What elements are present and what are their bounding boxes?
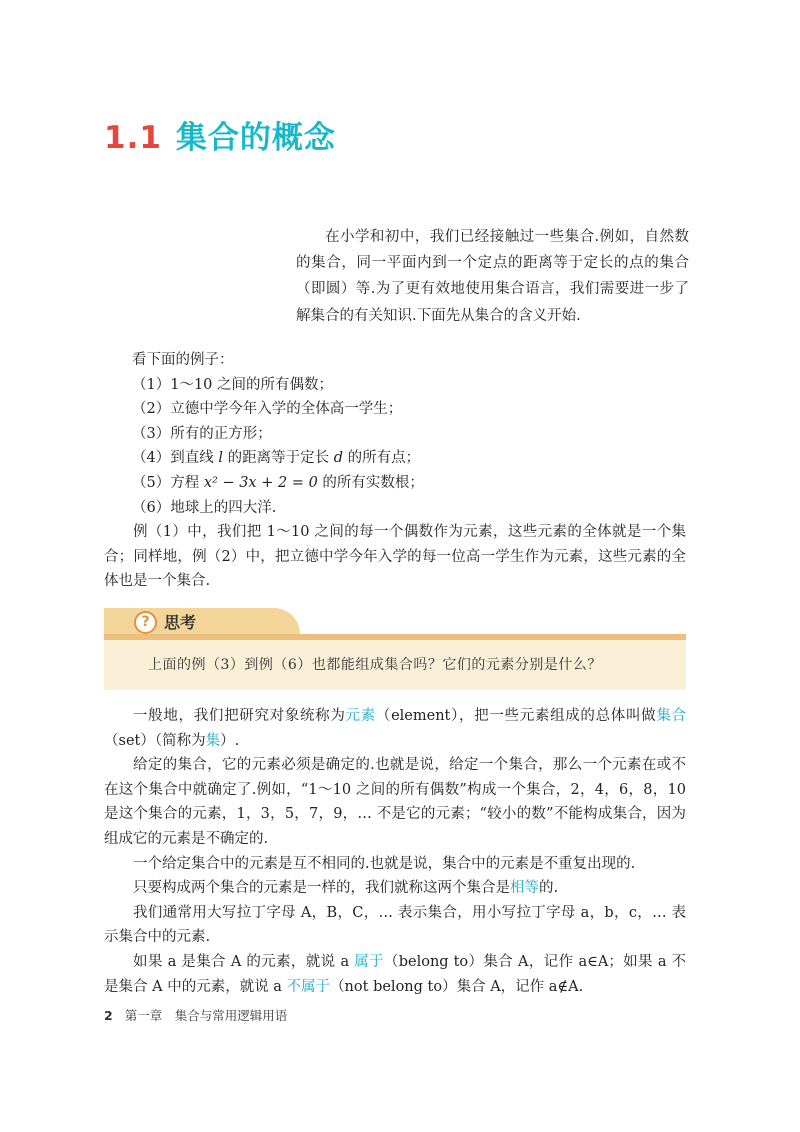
example-4 bbox=[104, 446, 686, 471]
example-5 bbox=[104, 471, 686, 496]
term-not-belong: 不属于 bbox=[286, 978, 331, 995]
term-set: 集合 bbox=[656, 708, 687, 724]
think-question: 上面的例（3）到例（6）也都能组成集合吗？它们的元素分别是什么？ bbox=[148, 657, 602, 673]
text-run: （belong to）集合 A，记作 a∈A；如果 a 不是集合 A 中的元素，就说 a bbox=[104, 953, 687, 995]
think-label: 思考 bbox=[164, 613, 197, 632]
distinctness-paragraph: 一个给定集合中的元素是互不相同的.也就是说，集合中的元素是不重复出现的. bbox=[133, 855, 636, 872]
text-run: 一般地，我们把研究对象统称为 bbox=[133, 708, 346, 724]
math-var-d: d bbox=[333, 450, 343, 467]
examples-section bbox=[104, 348, 686, 594]
text-run: ）. bbox=[220, 732, 240, 749]
membership-paragraph bbox=[104, 950, 686, 999]
term-ji: 集 bbox=[205, 732, 221, 749]
determinacy-paragraph: 给定的集合，它的元素必须是确定的.也就是说，给定一个集合，那么一个元素在或不在这个集合中就确定了.例如，“1～10 之间的所有偶数”构成一个集合，2，4，6，8，10 是这个集合的元素，1，3，5，7，9，… 不是它的元素；“较小的数”不能构成集合，因为组成它的元素是不确定的. bbox=[104, 757, 686, 847]
term-equal: 相等 bbox=[510, 880, 539, 897]
page-number: 2 bbox=[104, 1008, 113, 1023]
page-footer bbox=[104, 1006, 287, 1024]
math-var-l: l bbox=[218, 450, 223, 467]
section-title bbox=[104, 112, 336, 157]
example-5-part: （5）方程 bbox=[132, 474, 204, 491]
term-belong: 属于 bbox=[354, 953, 384, 970]
text-run: （set）（简称为 bbox=[104, 732, 206, 749]
text-run: 只要构成两个集合的元素是一样的，我们就称这两个集合是 bbox=[133, 880, 510, 897]
text-run: （not belong to）集合 A，记作 a∉A. bbox=[330, 978, 584, 995]
example-6: （6）地球上的四大洋. bbox=[132, 499, 277, 516]
intro-paragraph bbox=[296, 224, 689, 329]
text-run: 的. bbox=[539, 880, 559, 897]
think-box bbox=[104, 608, 686, 684]
notation-paragraph: 我们通常用大写拉丁字母 A，B，C，… 表示集合，用小写拉丁字母 a，b，c，… 表示集合中的元素. bbox=[104, 904, 686, 946]
question-mark-icon: ? bbox=[134, 611, 157, 634]
example-4-part: 的距离等于定长 bbox=[222, 450, 334, 467]
example-4-part: 的所有点； bbox=[343, 450, 421, 467]
example-4-part: （4）到直线 bbox=[132, 450, 219, 467]
section-number: 1.1 bbox=[104, 120, 162, 156]
text-run: （element），把一些元素组成的总体叫做 bbox=[375, 708, 657, 724]
example-1: （1）1～10 之间的所有偶数； bbox=[132, 376, 334, 393]
text-run: 如果 a 是集合 A 的元素，就说 a bbox=[133, 953, 355, 970]
think-tab bbox=[104, 608, 300, 634]
example-3: （3）所有的正方形； bbox=[132, 425, 272, 442]
definition-paragraph bbox=[104, 704, 686, 753]
definitions-section bbox=[104, 704, 686, 999]
examples-explanation: 例（1）中，我们把 1～10 之间的每一个偶数作为元素，这些元素的全体就是一个集合；同样地，例（2）中，把立德中学今年入学的每一位高一学生作为元素，这些元素的全体也是一个集合. bbox=[104, 524, 686, 590]
intro-text: 在小学和初中，我们已经接触过一些集合.例如，自然数的集合，同一平面内到一个定点的距离等于定长的点的集合（即圆）等.为了更有效地使用集合语言，我们需要进一步了解集合的有关知识.下面先从集合的含义开始. bbox=[296, 229, 689, 324]
example-5-part: 的所有实数根； bbox=[317, 474, 424, 491]
examples-intro: 看下面的例子： bbox=[132, 352, 234, 368]
equality-paragraph bbox=[104, 876, 686, 901]
section-heading: 集合的概念 bbox=[175, 120, 336, 156]
chapter-title: 第一章 集合与常用逻辑用语 bbox=[124, 1008, 288, 1023]
example-2: （2）立德中学今年入学的全体高一学生； bbox=[132, 401, 403, 418]
term-element: 元素 bbox=[345, 708, 376, 724]
equation: x² − 3x + 2 = 0 bbox=[203, 474, 318, 491]
